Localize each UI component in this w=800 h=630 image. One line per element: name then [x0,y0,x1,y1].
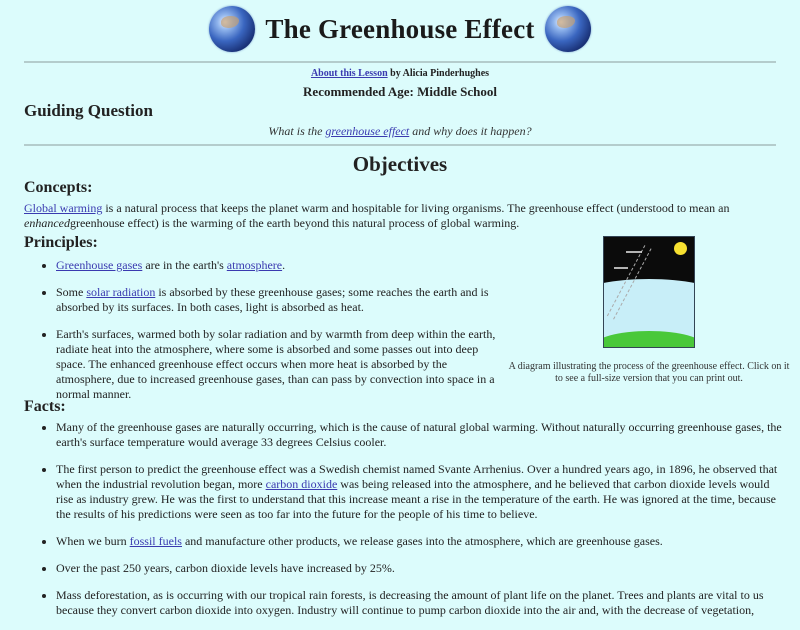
earth-ground-shape [603,331,695,348]
concepts-paragraph [24,201,774,231]
item-text: was being released into the atmosphere, and he believed that carbon dioxide levels would rise as industry grew. He was the first to understand that this increase meant a rise in the temperature of the earth. He was ignored at the time, because the results of his predictions were seen as too far into the future for the people of his time to believe. [56,477,776,521]
concepts-text: greenhouse effect) is the warming of the earth beyond this natural process of global warming. [69,216,520,230]
principles-list [26,258,506,414]
enhanced-italic: enhanced [24,216,70,230]
question-text: and why does it happen? [409,124,532,138]
question-text: What is the [268,124,326,138]
page-header [0,4,800,54]
diagram-figure [504,236,794,385]
guiding-question [0,124,800,139]
list-item [56,327,506,402]
item-text: Mass deforestation, as is occurring with our tropical rain forests, is decreasing the amount of plant life on the planet. Trees and plants are vital to us because they convert carbon dioxide into oxygen. Industry will continue to pump carbon dioxide into the air and, with the decrease of vegetation, [56,588,764,617]
principles-heading: Principles: [24,234,98,251]
facts-list [26,420,786,630]
facts-heading: Facts: [24,398,66,415]
item-text: . [282,258,286,272]
item-text: Many of the greenhouse gases are naturally occurring, which is the cause of natural global warming. Without naturally occurring greenhouse gases, the earth's surface temperature would average 33 degrees Celsius cooler. [56,420,782,449]
atmosphere-link[interactable]: atmosphere [226,258,283,272]
item-text: When we burn [56,534,130,548]
concepts-heading: Concepts: [24,179,93,196]
fossil-fuels-link[interactable]: fossil fuels [129,534,182,548]
carbon-dioxide-link[interactable]: carbon dioxide [265,477,338,491]
about-lesson-link[interactable]: About this Lesson [310,68,388,79]
sun-icon [674,242,687,255]
item-text: is absorbed by these greenhouse gases; some reaches the earth and is absorbed by its surfaces. In both cases, light is absorbed as heat. [56,285,489,314]
recommended-age: Recommended Age: Middle School [303,84,497,99]
item-text: The first person to predict the greenhouse effect was a Swedish chemist named Svante Arrhenius. Over a hundred years ago, in 1896, he observed that when the industrial revolution began, more [56,462,778,491]
concepts-text: is a natural process that keeps the planet warm and hospitable for living organisms. The greenhouse effect (understood to mean an [102,201,730,215]
globe-icon [545,6,591,52]
list-item [56,285,506,315]
diagram-label [626,251,642,253]
greenhouse-gases-link[interactable]: Greenhouse gases [56,258,143,272]
list-item [56,588,786,618]
item-text: are in the earth's [142,258,227,272]
objectives-heading: Objectives [352,152,448,176]
divider [24,144,776,146]
divider [24,61,776,63]
list-item [56,420,786,450]
item-text: and manufacture other products, we release gases into the atmosphere, which are greenhouse gases. [181,534,663,548]
greenhouse-diagram-image[interactable] [603,236,695,348]
author-text: by Alicia Pinderhughes [387,68,490,79]
guiding-question-heading: Guiding Question [24,101,153,120]
list-item [56,561,786,576]
item-text: Some [56,285,87,299]
list-item [56,258,506,273]
list-item [56,534,786,549]
greenhouse-effect-link[interactable]: greenhouse effect [325,124,410,138]
globe-icon [209,6,255,52]
solar-radiation-link[interactable]: solar radiation [86,285,156,299]
list-item [56,462,786,522]
page-title: The Greenhouse Effect [265,13,535,44]
item-text: Earth's surfaces, warmed both by solar radiation and by warmth from deep within the earth, radiate heat into the atmosphere, where some is absorbed and some passes out into deep space. The enhanced greenhouse effect occurs when more heat is absorbed by the atmosphere, due to increased greenhouse gases, than can pass by convection into space in a normal manner. [56,327,496,401]
diagram-label [614,267,628,269]
diagram-caption: A diagram illustrating the process of the greenhouse effect. Click on it to see a full-size version that you can print out. [508,361,790,384]
item-text: Over the past 250 years, carbon dioxide levels have increased by 25%. [56,561,395,575]
global-warming-link[interactable]: Global warming [24,201,103,215]
byline [0,68,800,79]
